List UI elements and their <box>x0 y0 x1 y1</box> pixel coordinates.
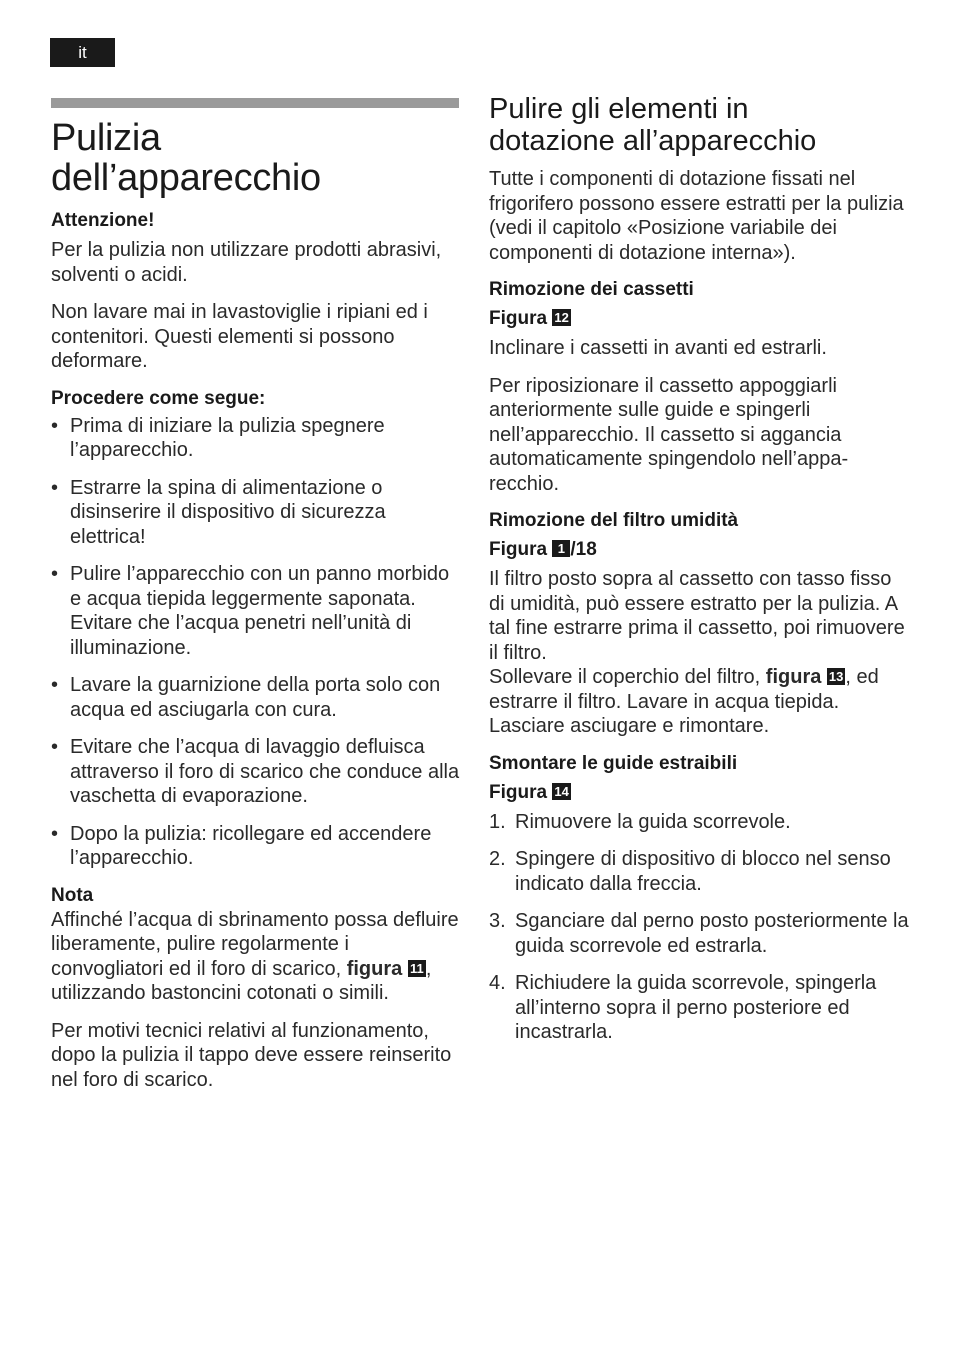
attention-paragraph-1: Per la pulizia non utilizzare prodotti abrasivi, solventi o acidi. <box>51 239 442 286</box>
guides-figure-ref <box>489 781 909 805</box>
list-item: • Estrarre la spina di alimentazione o disinserire il dispositivo di sicurezza elettrica! <box>51 476 463 550</box>
list-item: • Lavare la guarnizione della porta solo con acqua ed asciugarla con cura. <box>51 673 463 722</box>
guides-figure-label: Figura <box>489 781 548 803</box>
list-item <box>489 909 909 958</box>
filter-figure-suffix: /18 <box>570 539 597 560</box>
procedure-heading: Procedere come segue: <box>51 387 266 409</box>
note-heading: Nota <box>51 884 94 906</box>
list-item <box>489 810 909 835</box>
filter-paragraph-2 <box>489 665 909 739</box>
drawers-figure-label: Figura <box>489 308 548 329</box>
language-tag <box>50 38 115 67</box>
attention-heading: Attenzione! <box>51 210 155 231</box>
right-title <box>489 93 909 157</box>
figure-number-badge: 11 <box>408 960 426 977</box>
steps-list <box>489 810 909 1045</box>
figure-number-badge: 12 <box>554 310 569 325</box>
section-rule <box>51 98 459 108</box>
intro-paragraph: Tutte i componenti di dotazione fissati nel frigorifero possono essere estratti per la pulizia (vedi il capitolo «Posizione variabile dei componenti di dotazione interna»). <box>489 168 904 264</box>
list-item: • Evitare che l’acqua di lavaggio defluisca attraverso il foro di scarico che conduce alla vaschetta di evaporazione. <box>51 735 463 809</box>
attention-paragraph-2: Non lavare mai in lavastoviglie i ripiani ed i contenitori. Questi elementi si possono deformare. <box>51 301 428 372</box>
left-title <box>51 118 321 198</box>
filter-paragraph-1: Il filtro posto sopra al cassetto con tasso fisso di umidità, può essere estratto per la pulizia. A tal fine estrarre prima il cassetto, poi rimuovere il filtro. <box>489 568 905 664</box>
right-title-line2: dotazione all’apparecchio <box>489 125 817 157</box>
step-text: Sganciare dal perno posto posteriormente la guida scorrevole ed estrarla. <box>515 910 909 957</box>
language-tag-label: it <box>78 42 87 62</box>
list-item: • Pulire l’apparecchio con un panno morbido e acqua tiepida leggermente saponata. Evitare che l’acqua penetri nell’unità di illuminazione. <box>51 562 463 660</box>
step-number: 1. <box>489 810 506 833</box>
right-column <box>489 93 909 1058</box>
figure-number-badge: 13 <box>828 669 844 684</box>
step-text: Rimuovere la guida scorrevole. <box>515 810 791 833</box>
drawers-paragraph-1: Inclinare i cassetti in avanti ed estrarli. <box>489 337 827 359</box>
right-title-line1: Pulire gli elementi in <box>489 93 749 125</box>
guides-heading: Smontare le guide estraibili <box>489 752 738 774</box>
note-figure-word: figura <box>346 957 403 980</box>
filter-figure-word: figura <box>765 666 822 688</box>
note-paragraph-1 <box>51 908 463 1006</box>
step-number: 4. <box>489 972 506 994</box>
note-text-b: , utilizzando bastoncini cotonati o simili. <box>51 957 432 1004</box>
step-number: 3. <box>489 910 506 932</box>
list-item <box>489 971 909 1045</box>
drawers-paragraph-2: Per riposizionare il cassetto appoggiarli anteriormente sulle guide e spingerli nell’apparecchio. Il cassetto si aggancia automaticamente spingendolo nell’apparecchio. <box>489 374 849 495</box>
filter-text-b: , ed estrarre il filtro. Lavare in acqua tiepida. Lasciare asciugare e rimontare. <box>489 666 879 737</box>
figure-number-badge: 14 <box>554 783 569 799</box>
note-paragraph-2: Per motivi tecnici relativi al funzionamento, dopo la pulizia il tappo deve essere reinserito nel foro di scarico. <box>51 1019 452 1091</box>
step-text: Richiudere la guida scorrevole, spingerla all’interno sopra il perno posteriore ed incastrarla. <box>515 972 877 1043</box>
list-item <box>489 847 909 896</box>
figure-number-badge: 1 <box>552 540 570 557</box>
procedure-list <box>51 414 463 871</box>
step-number: 2. <box>489 848 506 870</box>
drawers-figure-ref <box>489 307 909 331</box>
note-text-a: Affinché l’acqua di sbrinamento possa defluire liberamente, pulire regolarmente i convogliatori ed il foro di scarico, <box>51 908 459 980</box>
left-column <box>51 209 463 1092</box>
filter-figure-label: Figura <box>489 539 548 560</box>
filter-text-a: Sollevare il coperchio del filtro, <box>489 666 766 688</box>
list-item: • Dopo la pulizia: ricollegare ed accendere l’apparecchio. <box>51 822 463 871</box>
left-title-line1: Pulizia <box>51 117 161 159</box>
step-text: Spingere di dispositivo di blocco nel senso indicato dalla freccia. <box>515 848 891 895</box>
list-item: • Prima di iniziare la pulizia spegnere l’apparecchio. <box>51 414 463 463</box>
drawers-heading: Rimozione dei cassetti <box>489 279 694 300</box>
filter-heading: Rimozione del filtro umidità <box>489 510 739 531</box>
filter-figure-ref <box>489 538 909 562</box>
left-title-line2: dell’apparecchio <box>51 157 321 199</box>
